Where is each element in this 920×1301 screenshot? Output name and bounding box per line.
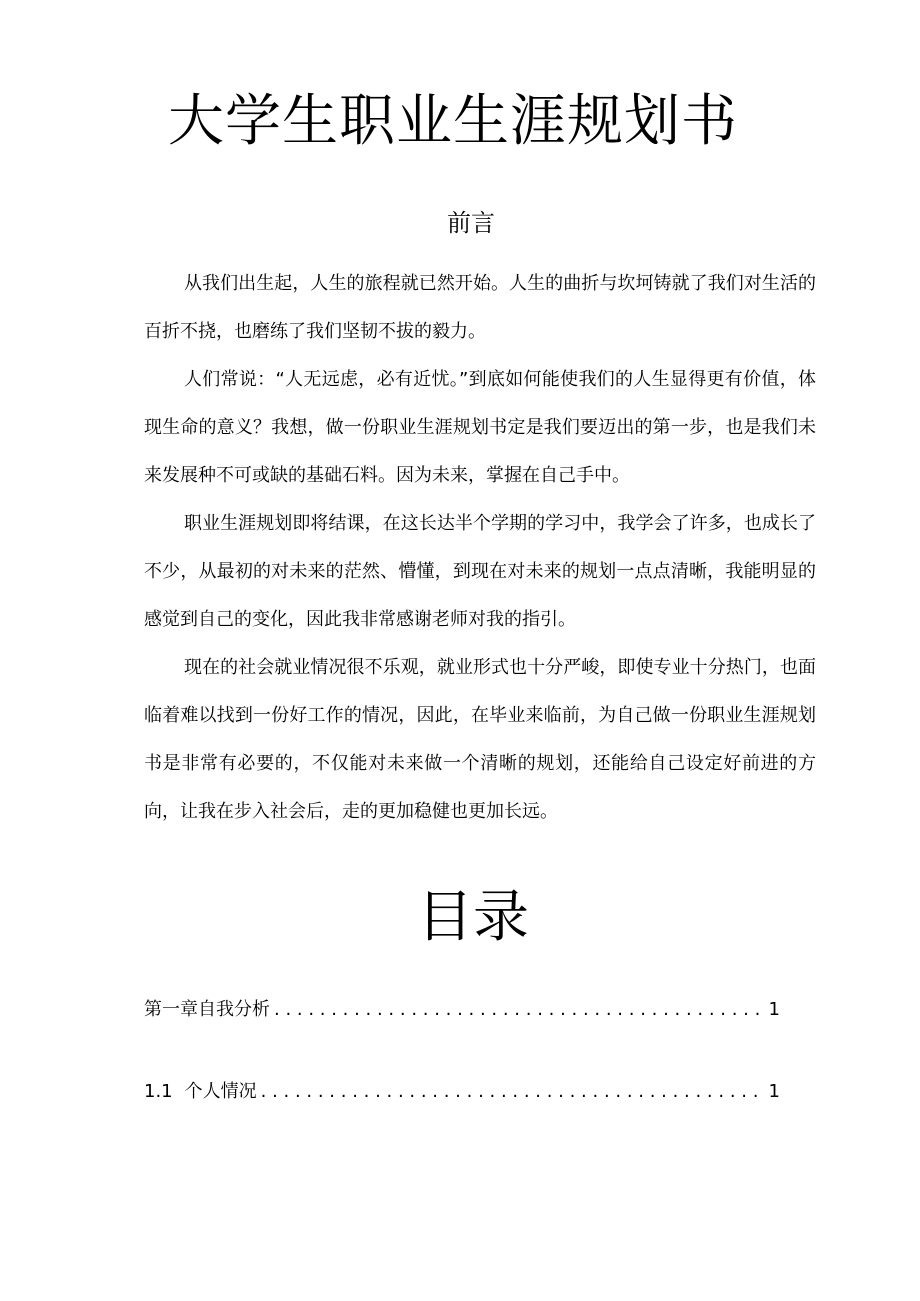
preface-paragraph: 人们常说：“人无远虑，必有近忧。”到底如何能使我们的人生显得更有价值，体现生命的意义？我想，做一份职业生涯规划书定是我们要迈出的第一步，也是我们未来发展种不可或缺的基础石料。因为未来，掌握在自己手中。	[144, 369, 816, 486]
preface-body	[144, 260, 816, 836]
toc-entry-label: 个人情况	[184, 1081, 257, 1102]
preface-paragraph: 职业生涯规划即将结课，在这长达半个学期的学习中，我学会了许多，也成长了不少，从最初的对未来的茫然、懵懂，到现在对未来的规划一点点清晰，我能明显的感觉到自己的变化，因此我非常感谢老师对我的指引。	[144, 513, 816, 630]
toc-leader-dots	[261, 1079, 765, 1105]
toc-entry-chapter-1[interactable]	[144, 997, 780, 1023]
preface-heading: 前言	[447, 209, 495, 237]
preface-paragraph: 现在的社会就业情况很不乐观，就业形式也十分严峻，即使专业十分热门，也面临着难以找到一份好工作的情况，因此，在毕业来临前，为自己做一份职业生涯规划书是非常有必要的，不仅能对未来做一个清晰的规划，还能给自己设定好前进的方向，让我在步入社会后，走的更加稳健也更加长远。	[144, 657, 816, 822]
toc-entry-label: 第一章自我分析	[144, 999, 270, 1020]
toc-title: 目录	[417, 885, 529, 950]
toc-entry-section-1-1[interactable]	[144, 1079, 780, 1105]
preface-paragraph: 从我们出生起，人生的旅程就已然开始。人生的曲折与坎坷铸就了我们对生活的百折不挠，也磨练了我们坚韧不拔的毅力。	[144, 273, 816, 342]
toc-leader-dots	[274, 997, 765, 1023]
toc-entry-page: 1	[768, 1081, 780, 1102]
toc-entry-page: 1	[768, 999, 780, 1020]
document-title: 大学生职业生涯规划书	[168, 89, 738, 154]
toc-entry-number: 1.1	[144, 1081, 173, 1102]
